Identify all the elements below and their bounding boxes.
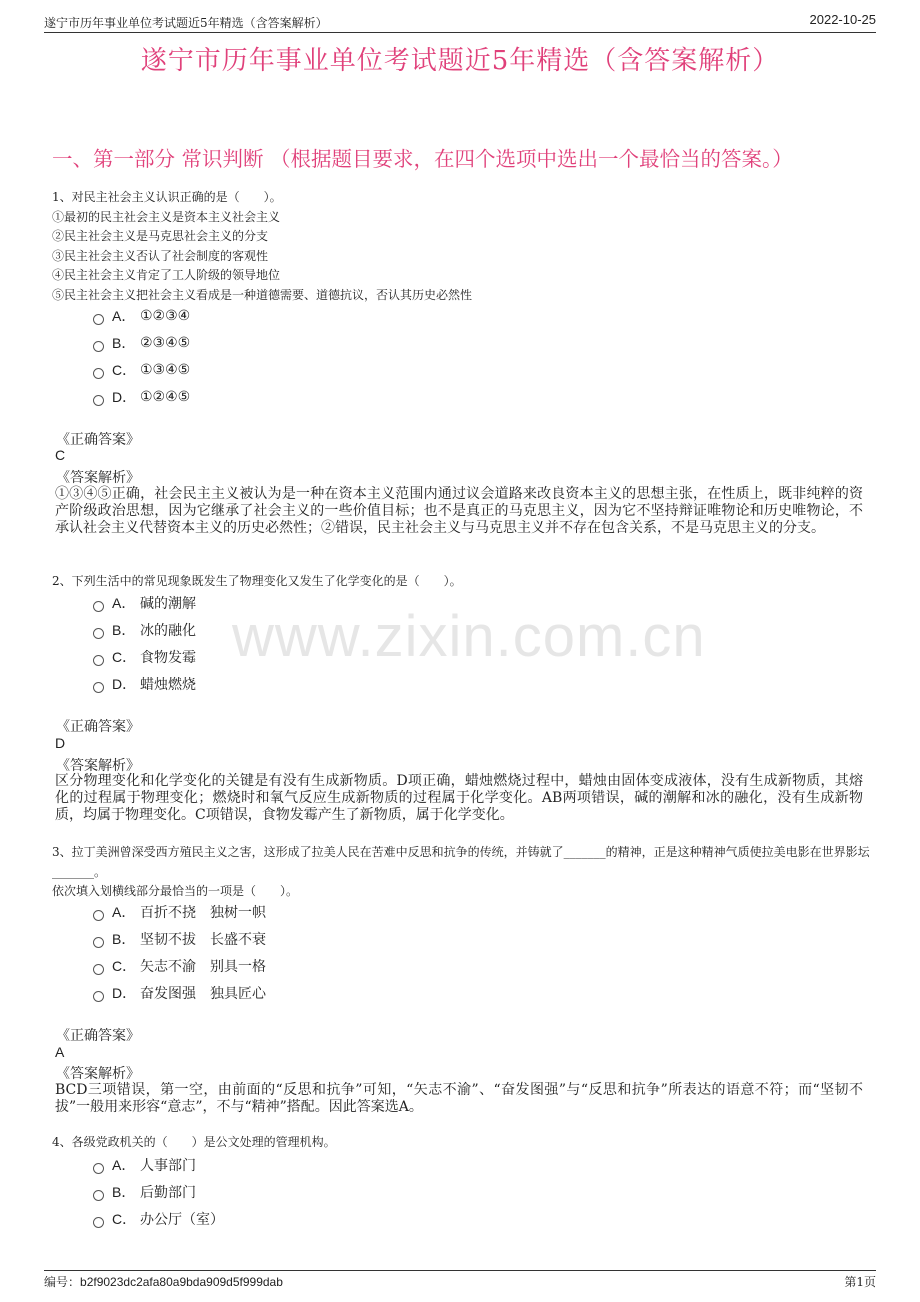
watermark: www.zixin.com.cn (232, 604, 706, 669)
question-2-stem (52, 572, 872, 592)
question-3-stem (52, 843, 872, 902)
option-text: 办公厅（室） (140, 1212, 224, 1228)
radio-icon[interactable] (93, 964, 104, 975)
option-a[interactable] (93, 1155, 196, 1175)
radio-icon[interactable] (93, 368, 104, 379)
option-letter: B． (112, 1184, 136, 1200)
option-c[interactable] (93, 360, 190, 380)
option-c[interactable] (93, 647, 196, 667)
option-letter: D． (112, 676, 137, 692)
correct-answer-label: 《正确答案》 (56, 719, 140, 735)
option-b[interactable] (93, 620, 196, 640)
question-stem-line: ④民主社会主义肯定了工人阶级的领导地位 (52, 268, 281, 283)
option-text: 食物发霉 (140, 650, 196, 666)
document-id-label: 编号： (44, 1275, 81, 1289)
option-letter: D． (112, 389, 137, 405)
question-stem-line: 2、下列生活中的常见现象既发生了物理变化又发生了化学变化的是（ ）。 (52, 574, 462, 588)
option-a[interactable] (93, 902, 266, 922)
option-c[interactable] (93, 956, 266, 976)
correct-answer: A (55, 1044, 65, 1060)
document-title: 遂宁市历年事业单位考试题近5年精选（含答案解析） (140, 46, 780, 76)
page-number: 第1页 (844, 1275, 876, 1289)
option-letter: B． (112, 335, 136, 351)
option-letter: C． (112, 1211, 137, 1227)
option-text: 人事部门 (140, 1158, 196, 1174)
option-letter: A． (112, 595, 136, 611)
option-a[interactable] (93, 593, 196, 613)
radio-icon[interactable] (93, 1163, 104, 1174)
option-letter: B． (112, 622, 136, 638)
option-text: 奋发图强 独具匠心 (140, 986, 266, 1002)
option-letter: C． (112, 958, 137, 974)
question-stem-line: 4、各级党政机关的（ ）是公文处理的管理机构。 (52, 1135, 336, 1149)
analysis-text: ①③④⑤正确，社会民主主义被认为是一种在资本主义范围内通过议会道路来改良资本主义的思想主张，在性质上，既非纯粹的资产阶级政治思想，因为它继承了社会主义的一些价值目标；也不是真正的马克思主义，因为它不坚持辩证唯物论和历史唯物论，不承认社会主义代替资本主义的历史必然性；②错误，民主社会主义与马克思主义并不存在包含关系，不是马克思主义的分支。 (55, 486, 863, 537)
option-b[interactable] (93, 1182, 196, 1202)
option-letter: C． (112, 649, 137, 665)
option-d[interactable] (93, 983, 266, 1003)
document-id (44, 1273, 283, 1290)
option-d[interactable] (93, 387, 190, 407)
question-stem-line: 3、拉丁美洲曾深受西方殖民主义之害，这形成了拉美人民在苦难中反思和抗争的传统，并铸就了_______的精神，正是这种精神气质使拉美电影在世界影坛_______。 (52, 845, 870, 879)
radio-icon[interactable] (93, 937, 104, 948)
document-id-value: b2f9023dc2afa80a9bda909d5f999dab (80, 1275, 283, 1289)
option-text: 后勤部门 (140, 1185, 196, 1201)
option-text: 坚韧不拔 长盛不衰 (140, 932, 266, 948)
radio-icon[interactable] (93, 1190, 104, 1201)
radio-icon[interactable] (93, 1217, 104, 1228)
option-text: 碱的潮解 (140, 596, 196, 612)
question-1-stem (52, 188, 872, 306)
analysis-text: 区分物理变化和化学变化的关键是有没有生成新物质。D项正确，蜡烛燃烧过程中，蜡烛由固体变成液体，没有生成新物质，其熔化的过程属于物理变化；燃烧时和氧气反应生成新物质的过程属于化学变化。AB两项错误，碱的潮解和冰的融化，没有生成新物质，均属于物理变化。C项错误，食物发霉产生了新物质，属于化学变化。 (55, 773, 863, 824)
analysis-label: 《答案解析》 (56, 758, 140, 774)
option-c[interactable] (93, 1209, 224, 1229)
option-text: 蜡烛燃烧 (140, 677, 196, 693)
question-4-stem (52, 1133, 872, 1153)
analysis-label: 《答案解析》 (56, 1066, 140, 1082)
option-text: 百折不挠 独树一帜 (140, 905, 266, 921)
analysis-label: 《答案解析》 (56, 470, 140, 486)
option-a[interactable] (93, 306, 190, 326)
radio-icon[interactable] (93, 341, 104, 352)
correct-answer-label: 《正确答案》 (56, 1028, 140, 1044)
analysis-text: BCD三项错误，第一空，由前面的“反思和抗争”可知，“矢志不渝”、“奋发图强”与“反思和抗争”所表达的语意不符；而“坚韧不拔”一般用来形容“意志”，不与“精神”搭配。因此答案选A。 (55, 1082, 863, 1116)
question-stem-line: ①最初的民主社会主义是资本主义社会主义 (52, 209, 281, 224)
radio-icon[interactable] (93, 601, 104, 612)
option-letter: A． (112, 1157, 136, 1173)
radio-icon[interactable] (93, 991, 104, 1002)
page-footer (44, 1270, 876, 1289)
header-date: 2022-10-25 (809, 12, 876, 27)
option-d[interactable] (93, 674, 196, 694)
option-text: ②③④⑤ (140, 335, 191, 351)
option-text: ①②③④ (140, 308, 191, 324)
option-letter: A． (112, 904, 136, 920)
question-stem-line: 1、对民主社会主义认识正确的是（ ）。 (52, 190, 282, 204)
radio-icon[interactable] (93, 910, 104, 921)
radio-icon[interactable] (93, 395, 104, 406)
option-text: 矢志不渝 别具一格 (140, 959, 266, 975)
radio-icon[interactable] (93, 628, 104, 639)
header-title: 遂宁市历年事业单位考试题近5年精选（含答案解析） (44, 16, 328, 30)
option-text: ①③④⑤ (140, 362, 191, 378)
radio-icon[interactable] (93, 314, 104, 325)
question-stem-line: ③民主社会主义否认了社会制度的客观性 (52, 248, 269, 263)
option-text: ①②④⑤ (140, 389, 191, 405)
correct-answer-label: 《正确答案》 (56, 432, 140, 448)
option-b[interactable] (93, 929, 266, 949)
section-title: 一、第一部分 常识判断 （根据题目要求，在四个选项中选出一个最恰当的答案。） (52, 147, 793, 171)
question-stem-line: ⑤民主社会主义把社会主义看成是一种道德需要、道德抗议，否认其历史必然性 (52, 287, 473, 302)
option-letter: D． (112, 985, 137, 1001)
option-b[interactable] (93, 333, 190, 353)
option-letter: C． (112, 362, 137, 378)
correct-answer: D (55, 735, 66, 751)
option-letter: A． (112, 308, 136, 324)
option-letter: B． (112, 931, 136, 947)
option-text: 冰的融化 (140, 623, 196, 639)
radio-icon[interactable] (93, 682, 104, 693)
question-stem-line: ②民主社会主义是马克思社会主义的分支 (52, 229, 269, 244)
page-header (44, 12, 876, 33)
radio-icon[interactable] (93, 655, 104, 666)
correct-answer: C (55, 447, 66, 463)
question-stem-line: 依次填入划横线部分最恰当的一项是（ ）。 (52, 884, 299, 899)
